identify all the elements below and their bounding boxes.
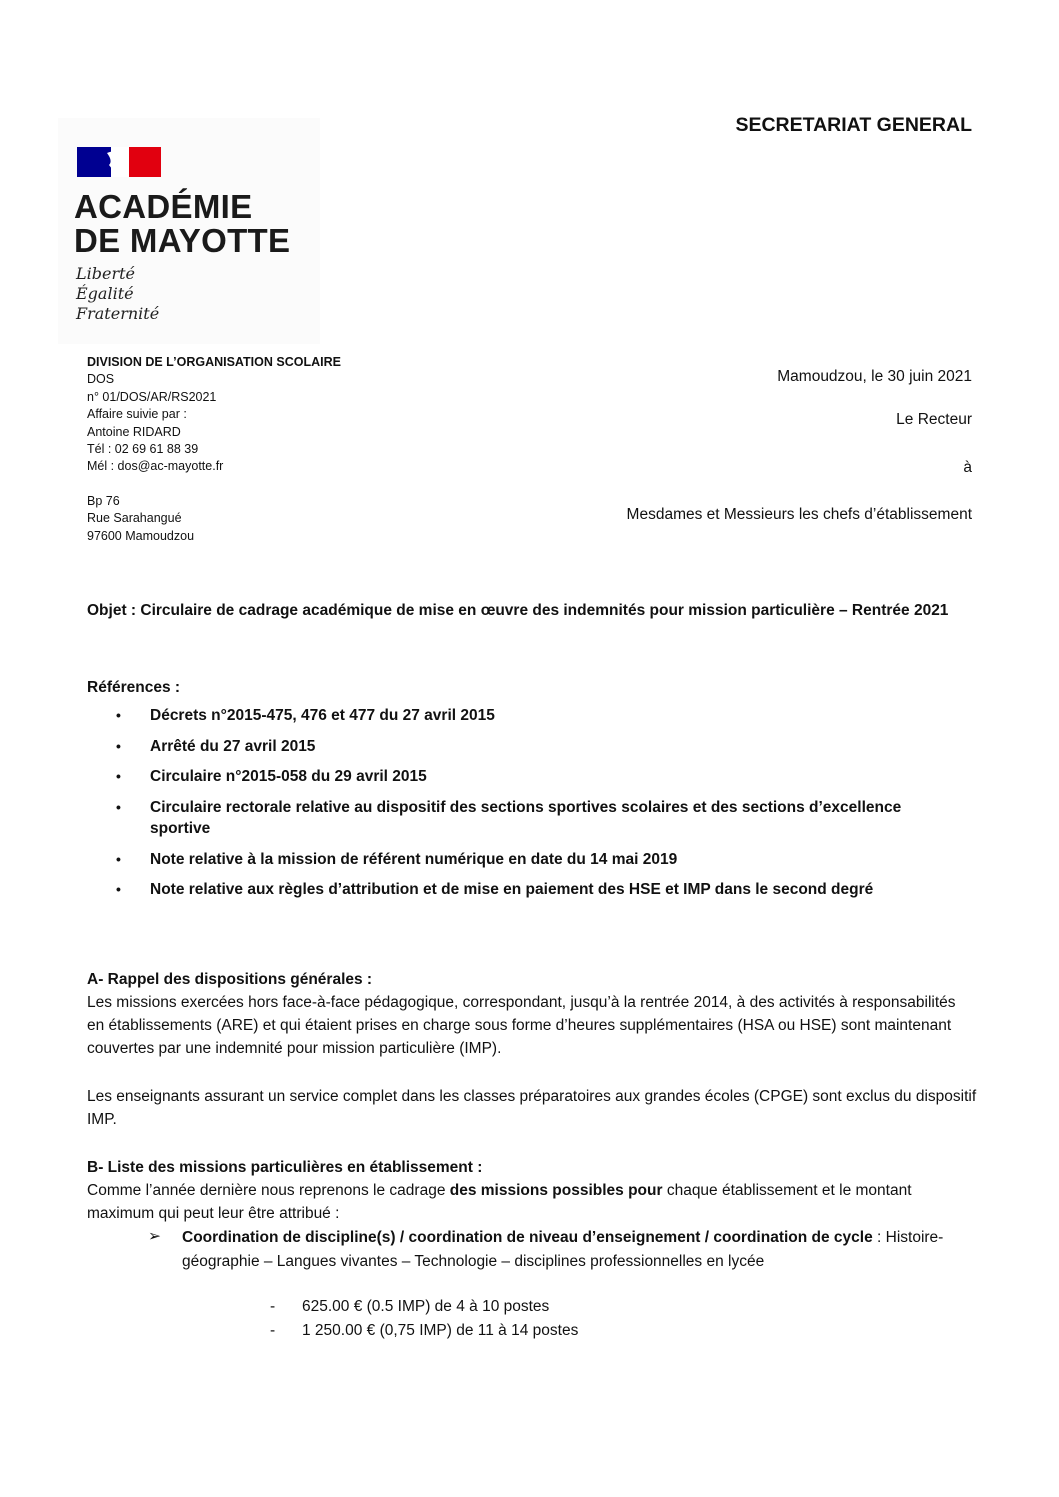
mission-amount: 625.00 € (0.5 IMP) de 4 à 10 postes <box>302 1298 550 1315</box>
reference-item: • Note relative aux règles d’attribution et de mise en paiement des HSE et IMP dans le second degré <box>116 881 874 898</box>
motto-egalite: Égalité <box>76 284 134 303</box>
reference-item: • Circulaire n°2015-058 du 29 avril 2015 <box>116 768 427 785</box>
bullet-icon: • <box>116 881 121 897</box>
sender-followed-by: Affaire suivie par : <box>87 407 187 422</box>
references-title: Références : <box>87 679 181 696</box>
dash-bullet-icon: - <box>270 1298 276 1315</box>
section-a-paragraph-2: Les enseignants assurant un service complet dans les classes préparatoires aux grandes écoles (CPGE) sont exclus du dispositif IMP. <box>87 1088 977 1128</box>
mission-coordination: Coordination de discipline(s) / coordination de niveau d’enseignement / coordination de cycle : Histoire-géographie – Langues vivantes – Technologie – disciplines professionnelles en lycée <box>182 1229 944 1270</box>
reference-item: • Circulaire rectorale relative au dispositif des sections sportives scolaires et des sections d’excellence sportive <box>116 799 902 837</box>
motto <box>76 264 159 324</box>
letter-subject <box>87 599 977 622</box>
letter-from: Le Recteur <box>896 411 972 428</box>
marianne-flag-icon <box>77 147 161 177</box>
letter-to-word: à <box>963 459 972 476</box>
letter-recipients: Mesdames et Messieurs les chefs d’établissement <box>626 506 972 523</box>
academy-name <box>74 190 290 258</box>
academy-name-line2: DE MAYOTTE <box>74 222 291 259</box>
dash-bullet-icon: - <box>270 1322 276 1339</box>
bullet-icon: • <box>116 768 121 784</box>
sender-address <box>87 493 194 545</box>
motto-fraternite: Fraternité <box>76 304 160 323</box>
header-secretariat: SECRETARIAT GENERAL <box>735 114 972 136</box>
reference-item: • Note relative à la mission de référent numérique en date du 14 mai 2019 <box>116 851 678 868</box>
subject-text: Circulaire de cadrage académique de mise en œuvre des indemnités pour mission particulière – Rentrée 2021 <box>136 602 949 619</box>
sender-division: DIVISION DE L’ORGANISATION SCOLAIRE <box>87 355 341 369</box>
reference-item: • Arrêté du 27 avril 2015 <box>116 738 316 755</box>
letter-date: Mamoudzou, le 30 juin 2021 <box>777 368 972 385</box>
bullet-icon: • <box>116 738 121 754</box>
section-b-intro: Comme l’année dernière nous reprenons le cadrage des missions possibles pour chaque établissement et le montant maximum qui peut leur être attribué : <box>87 1182 912 1222</box>
sender-service: DOS <box>87 372 115 387</box>
section-a-paragraph-1: Les missions exercées hors face-à-face pédagogique, correspondant, jusqu’à la rentrée 2014, à des activités à responsabilités en établissements (ARE) et qui étaient prises en charge sous forme d’heures supplémentaires (HSA ou HSE) sont maintenant couvertes par une indemnité pour mission particulière (IMP). <box>87 994 956 1057</box>
academy-name-line1: ACADÉMIE <box>74 188 253 225</box>
address-line: 97600 Mamoudzou <box>87 528 195 543</box>
subject-label: Objet : <box>87 602 137 619</box>
arrow-bullet-icon: ➢ <box>148 1228 161 1245</box>
sender-block <box>87 354 341 476</box>
reference-item: • Décrets n°2015-475, 476 et 477 du 27 avril 2015 <box>116 707 495 724</box>
section-a-title: A- Rappel des dispositions générales : <box>87 971 373 988</box>
bullet-icon: • <box>116 851 121 867</box>
address-line: Rue Sarahangué <box>87 511 182 526</box>
section-b-title: B- Liste des missions particulières en établissement : <box>87 1159 483 1176</box>
sender-email: Mél : dos@ac-mayotte.fr <box>87 459 224 474</box>
mission-amount: 1 250.00 € (0,75 IMP) de 11 à 14 postes <box>302 1322 579 1339</box>
sender-phone: Tél : 02 69 61 88 39 <box>87 442 199 457</box>
sender-reference: n° 01/DOS/AR/RS2021 <box>87 389 217 404</box>
bullet-icon: • <box>116 799 121 815</box>
address-line: Bp 76 <box>87 494 120 508</box>
bullet-icon: • <box>116 707 121 723</box>
sender-contact-name: Antoine RIDARD <box>87 424 181 439</box>
motto-liberte: Liberté <box>76 264 135 283</box>
